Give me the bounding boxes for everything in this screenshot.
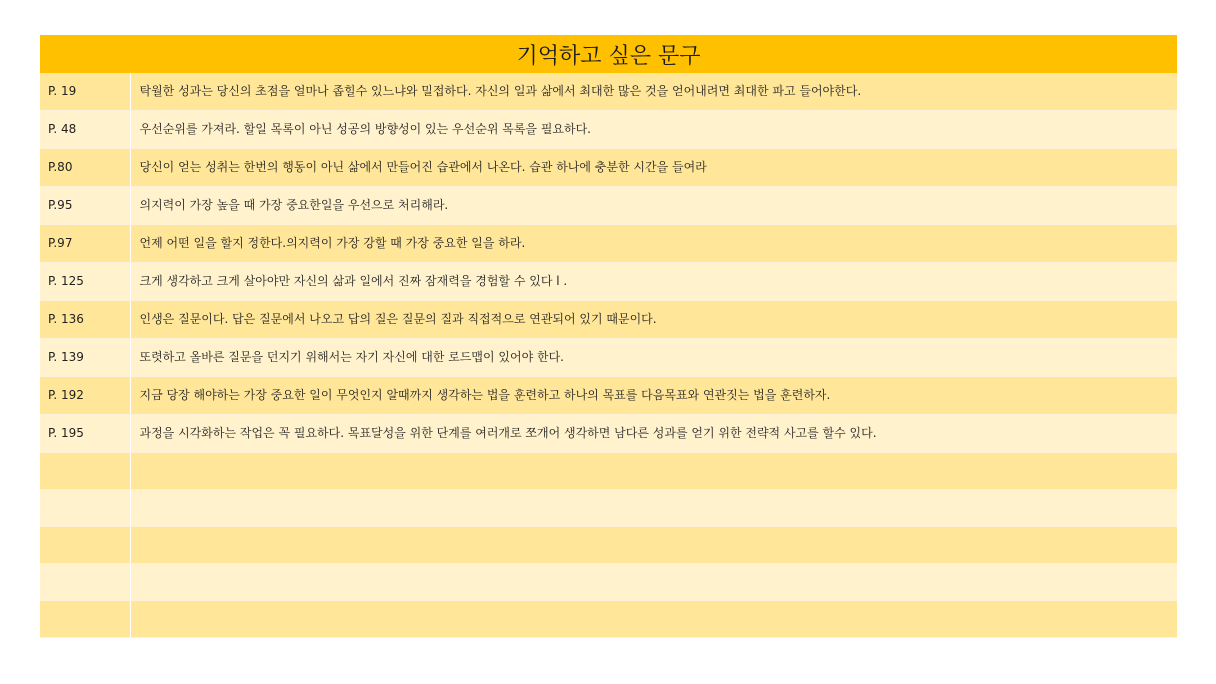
- quote-text-cell[interactable]: 우선순위를 가져라. 할일 목록이 아닌 성공의 방향성이 있는 우선순위 목록을 필요하다.: [130, 111, 1177, 149]
- table-row: [40, 301, 1177, 339]
- page-number-cell[interactable]: P. 136: [40, 301, 130, 339]
- page-number-cell[interactable]: P.95: [40, 187, 130, 225]
- table-row: [40, 564, 1177, 601]
- sheet-title: 기억하고 싶은 문구: [40, 35, 1177, 73]
- table-row: [40, 601, 1177, 638]
- page-number-cell[interactable]: [40, 453, 130, 490]
- page-number-cell[interactable]: [40, 490, 130, 527]
- table-row: [40, 415, 1177, 453]
- page-number-cell[interactable]: [40, 564, 130, 601]
- table-row: [40, 339, 1177, 377]
- table-row: [40, 149, 1177, 187]
- table-row: [40, 377, 1177, 415]
- quote-text-cell[interactable]: 또렷하고 올바른 질문을 던지기 위해서는 자기 자신에 대한 로드맵이 있어야 한다.: [130, 339, 1177, 377]
- page-number-cell[interactable]: P.80: [40, 149, 130, 187]
- page-number-cell[interactable]: P. 139: [40, 339, 130, 377]
- page-number-cell[interactable]: [40, 601, 130, 638]
- page-number-cell[interactable]: P. 192: [40, 377, 130, 415]
- quote-text-cell[interactable]: [130, 490, 1177, 527]
- table-row: [40, 453, 1177, 490]
- quote-text-cell[interactable]: [130, 601, 1177, 638]
- quote-text-cell[interactable]: 언제 어떤 일을 할지 정한다.의지력이 가장 강할 때 가장 중요한 일을 하라.: [130, 225, 1177, 263]
- quote-text-cell[interactable]: 의지력이 가장 높을 때 가장 중요한일을 우선으로 처리해라.: [130, 187, 1177, 225]
- quote-text-cell[interactable]: 과정을 시각화하는 작업은 꼭 필요하다. 목표달성을 위한 단계를 여러개로 쪼개어 생각하면 남다른 성과를 얻기 위한 전략적 사고를 할수 있다.: [130, 415, 1177, 453]
- quote-text-cell[interactable]: 인생은 질문이다. 답은 질문에서 나오고 답의 질은 질문의 질과 직접적으로 연관되어 있기 때문이다.: [130, 301, 1177, 339]
- table-row: [40, 111, 1177, 149]
- quote-text-cell[interactable]: [130, 527, 1177, 564]
- table-row: [40, 187, 1177, 225]
- table-row: [40, 263, 1177, 301]
- table-row: [40, 225, 1177, 263]
- quote-text-cell[interactable]: 당신이 얻는 성취는 한번의 행동이 아닌 삶에서 만들어진 습관에서 나온다. 습관 하나에 충분한 시간을 들여라: [130, 149, 1177, 187]
- quote-text-cell[interactable]: [130, 564, 1177, 601]
- quotes-table: [40, 73, 1177, 638]
- table-row: [40, 527, 1177, 564]
- page-number-cell[interactable]: P.97: [40, 225, 130, 263]
- table-row: [40, 490, 1177, 527]
- page-number-cell[interactable]: P. 19: [40, 73, 130, 111]
- page-number-cell[interactable]: P. 125: [40, 263, 130, 301]
- quote-text-cell[interactable]: 탁월한 성과는 당신의 초점을 얼마나 좁힐수 있느냐와 밀접하다. 자신의 일과 삶에서 최대한 많은 것을 얻어내려면 최대한 파고 들어야한다.: [130, 73, 1177, 111]
- table-row: [40, 73, 1177, 111]
- quote-text-cell[interactable]: [130, 453, 1177, 490]
- quotes-table-body: [40, 73, 1177, 638]
- page-number-cell[interactable]: [40, 527, 130, 564]
- quote-text-cell[interactable]: 지금 당장 해야하는 가장 중요한 일이 무엇인지 알때까지 생각하는 법을 훈련하고 하나의 목표를 다음목표와 연관짓는 법을 훈련하자.: [130, 377, 1177, 415]
- quote-text-cell[interactable]: 크게 생각하고 크게 살아야만 자신의 삶과 일에서 진짜 잠재력을 경험할 수 있다 l .: [130, 263, 1177, 301]
- quotes-sheet: [40, 35, 1177, 638]
- page-number-cell[interactable]: P. 195: [40, 415, 130, 453]
- page-number-cell[interactable]: P. 48: [40, 111, 130, 149]
